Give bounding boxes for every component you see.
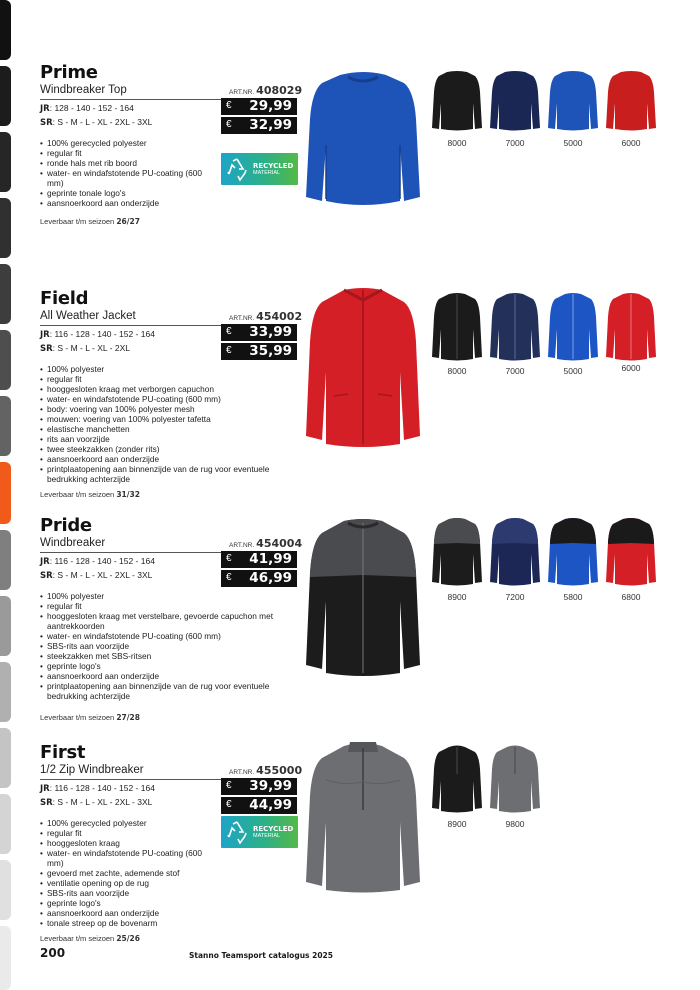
- section-tab[interactable]: [0, 198, 11, 258]
- feature-list: [40, 138, 207, 208]
- feature-item: • hooggesloten kraag met verborgen capuchon: [40, 384, 277, 394]
- feature-item: • mouwen: voering van 100% polyester tafetta: [40, 414, 277, 424]
- feature-item: • regular fit: [40, 828, 207, 838]
- availability: Leverbaar t/m seizoen 25/26: [40, 934, 140, 943]
- product-thumb-navy: [490, 70, 540, 132]
- size-senior: SR: S - M - L - XL - 2XL - 3XL: [40, 117, 153, 128]
- feature-item: • regular fit: [40, 374, 277, 384]
- product-thumb-grey: [490, 744, 540, 814]
- size-senior: SR: S - M - L - XL - 2XL - 3XL: [40, 570, 153, 581]
- color-code: 6000: [621, 363, 641, 373]
- product-field: [40, 288, 680, 513]
- size-senior: SR: S - M - L - XL - 2XL: [40, 343, 130, 354]
- size-senior: SR: S - M - L - XL - 2XL - 3XL: [40, 797, 153, 808]
- section-tab[interactable]: [0, 794, 11, 854]
- color-code: 7200: [505, 592, 525, 602]
- feature-item: • hooggesloten kraag: [40, 838, 207, 848]
- product-thumb-red: [606, 70, 656, 132]
- recycle-icon: [223, 818, 251, 846]
- color-code: 8000: [447, 366, 467, 376]
- feature-item: • tonale streep op de bovenarm: [40, 918, 207, 928]
- product-pride: [40, 515, 680, 740]
- feature-item: • 100% polyester: [40, 591, 297, 601]
- section-tabs: [0, 0, 11, 990]
- product-thumb-navy: [490, 292, 540, 362]
- section-tab[interactable]: [0, 330, 11, 390]
- product-thumb-blue: [548, 292, 598, 362]
- color-code: 5000: [563, 138, 583, 148]
- price-senior: € 35,99: [221, 342, 297, 360]
- section-tab[interactable]: [0, 662, 11, 722]
- feature-item: • water- en windafstotende PU-coating (600 mm): [40, 394, 277, 404]
- price-junior: € 29,99: [221, 98, 297, 115]
- color-code: 6800: [621, 592, 641, 602]
- feature-item: • hooggesloten kraag met verstelbare, gevoerde capuchon met aantrekkoorden: [40, 611, 297, 631]
- article-number: ART.NR. 454002: [229, 310, 303, 323]
- section-tab[interactable]: [0, 396, 11, 456]
- color-code: 8900: [447, 592, 467, 602]
- section-tab[interactable]: [0, 728, 11, 788]
- price-senior: € 46,99: [221, 569, 297, 587]
- section-tab[interactable]: [0, 530, 11, 590]
- color-code: 6000: [621, 138, 641, 148]
- feature-item: • ronde hals met rib boord: [40, 158, 207, 168]
- feature-item: • regular fit: [40, 148, 207, 158]
- feature-item: • rits aan voorzijde: [40, 434, 277, 444]
- product-subtitle: 1/2 Zip Windbreaker: [40, 764, 144, 776]
- feature-item: • gevoerd met zachte, ademende stof: [40, 868, 207, 878]
- price-junior: € 41,99: [221, 551, 297, 568]
- feature-item: • twee steekzakken (zonder rits): [40, 444, 277, 454]
- product-name: Field: [40, 288, 89, 309]
- price-senior: € 44,99: [221, 796, 297, 814]
- color-code: 5800: [563, 592, 583, 602]
- price-junior: € 33,99: [221, 324, 297, 341]
- section-tab-active[interactable]: [0, 462, 11, 524]
- product-thumb-red: [606, 517, 656, 587]
- feature-item: • geprinte logo's: [40, 898, 207, 908]
- feature-item: • printplaatopening aan binnenzijde van de rug voor eventuele bedrukking achterzijde: [40, 464, 277, 484]
- feature-item: • body: voering van 100% polyester mesh: [40, 404, 277, 414]
- recycled-badge: RECYCLED MATERIAL: [221, 153, 298, 185]
- product-thumb-black: [432, 744, 482, 814]
- section-tab[interactable]: [0, 596, 11, 656]
- product-name: Prime: [40, 62, 98, 83]
- color-code: 7000: [505, 138, 525, 148]
- size-junior: JR: 116 - 128 - 140 - 152 - 164: [40, 556, 155, 567]
- size-junior: JR: 116 - 128 - 140 - 152 - 164: [40, 783, 155, 794]
- product-thumb-black: [432, 292, 482, 362]
- product-thumb-blue: [548, 70, 598, 132]
- section-tab[interactable]: [0, 264, 11, 324]
- color-code: 8900: [447, 819, 467, 829]
- availability: Leverbaar t/m seizoen 26/27: [40, 217, 140, 226]
- article-number: ART.NR. 455000: [229, 764, 303, 777]
- product-thumb-blue: [548, 517, 598, 587]
- size-junior: JR: 128 - 140 - 152 - 164: [40, 103, 134, 114]
- feature-item: • regular fit: [40, 601, 297, 611]
- feature-list: [40, 364, 277, 484]
- product-thumb-red: [606, 292, 656, 362]
- product-thumb-black: [432, 70, 482, 132]
- feature-item: • 100% polyester: [40, 364, 277, 374]
- feature-item: • steekzakken met SBS-ritsen: [40, 651, 297, 661]
- feature-item: • water- en windafstotende PU-coating (600 mm): [40, 631, 297, 641]
- feature-list: [40, 818, 207, 928]
- product-thumb-black: [432, 517, 482, 587]
- recycle-icon: [223, 155, 251, 183]
- article-number: ART.NR. 408029: [229, 84, 303, 97]
- section-tab[interactable]: [0, 132, 11, 192]
- color-code: 5000: [563, 366, 583, 376]
- availability: Leverbaar t/m seizoen 27/28: [40, 713, 140, 722]
- feature-item: • aansnoerkoord aan onderzijde: [40, 198, 207, 208]
- size-junior: JR: 116 - 128 - 140 - 152 - 164: [40, 329, 155, 340]
- feature-item: • SBS-rits aan voorzijde: [40, 888, 207, 898]
- product-name: Pride: [40, 515, 92, 536]
- price-junior: € 39,99: [221, 778, 297, 795]
- feature-item: • water- en windafstotende PU-coating (600 mm): [40, 848, 207, 868]
- product-subtitle: Windbreaker: [40, 537, 106, 549]
- feature-item: • aansnoerkoord aan onderzijde: [40, 454, 277, 464]
- article-number: ART.NR. 454004: [229, 537, 303, 550]
- feature-item: • geprinte tonale logo's: [40, 188, 207, 198]
- feature-item: • water- en windafstotende PU-coating (600 mm): [40, 168, 207, 188]
- feature-list: [40, 591, 297, 701]
- feature-item: • ventilatie opening op de rug: [40, 878, 207, 888]
- page-number: 200: [40, 946, 66, 960]
- product-main-image: [304, 517, 422, 679]
- product-subtitle: Windbreaker Top: [40, 84, 127, 96]
- product-thumb-navy: [490, 517, 540, 587]
- feature-item: • aansnoerkoord aan onderzijde: [40, 671, 297, 681]
- product-name: First: [40, 742, 86, 763]
- feature-item: • aansnoerkoord aan onderzijde: [40, 908, 207, 918]
- feature-item: • 100% gerecycled polyester: [40, 818, 207, 828]
- section-tab[interactable]: [0, 0, 11, 60]
- product-main-image: [304, 740, 422, 895]
- color-code: 7000: [505, 366, 525, 376]
- product-main-image: [304, 69, 422, 209]
- section-tab[interactable]: [0, 860, 11, 920]
- feature-item: • elastische manchetten: [40, 424, 277, 434]
- feature-item: • geprinte logo's: [40, 661, 297, 671]
- product-first: [40, 742, 680, 942]
- product-main-image: [304, 286, 422, 451]
- feature-item: • 100% gerecycled polyester: [40, 138, 207, 148]
- product-prime: [40, 62, 680, 287]
- color-code: 8000: [447, 138, 467, 148]
- section-tab[interactable]: [0, 926, 11, 990]
- price-senior: € 32,99: [221, 116, 297, 134]
- product-subtitle: All Weather Jacket: [40, 310, 136, 322]
- feature-item: • printplaatopening aan binnenzijde van de rug voor eventuele bedrukking achterzijde: [40, 681, 277, 701]
- feature-item: • SBS-rits aan voorzijde: [40, 641, 297, 651]
- section-tab[interactable]: [0, 66, 11, 126]
- catalog-title: Stanno Teamsport catalogus 2025: [189, 951, 333, 960]
- color-code: 9800: [505, 819, 525, 829]
- recycled-badge: RECYCLED MATERIAL: [221, 816, 298, 848]
- availability: Leverbaar t/m seizoen 31/32: [40, 490, 140, 499]
